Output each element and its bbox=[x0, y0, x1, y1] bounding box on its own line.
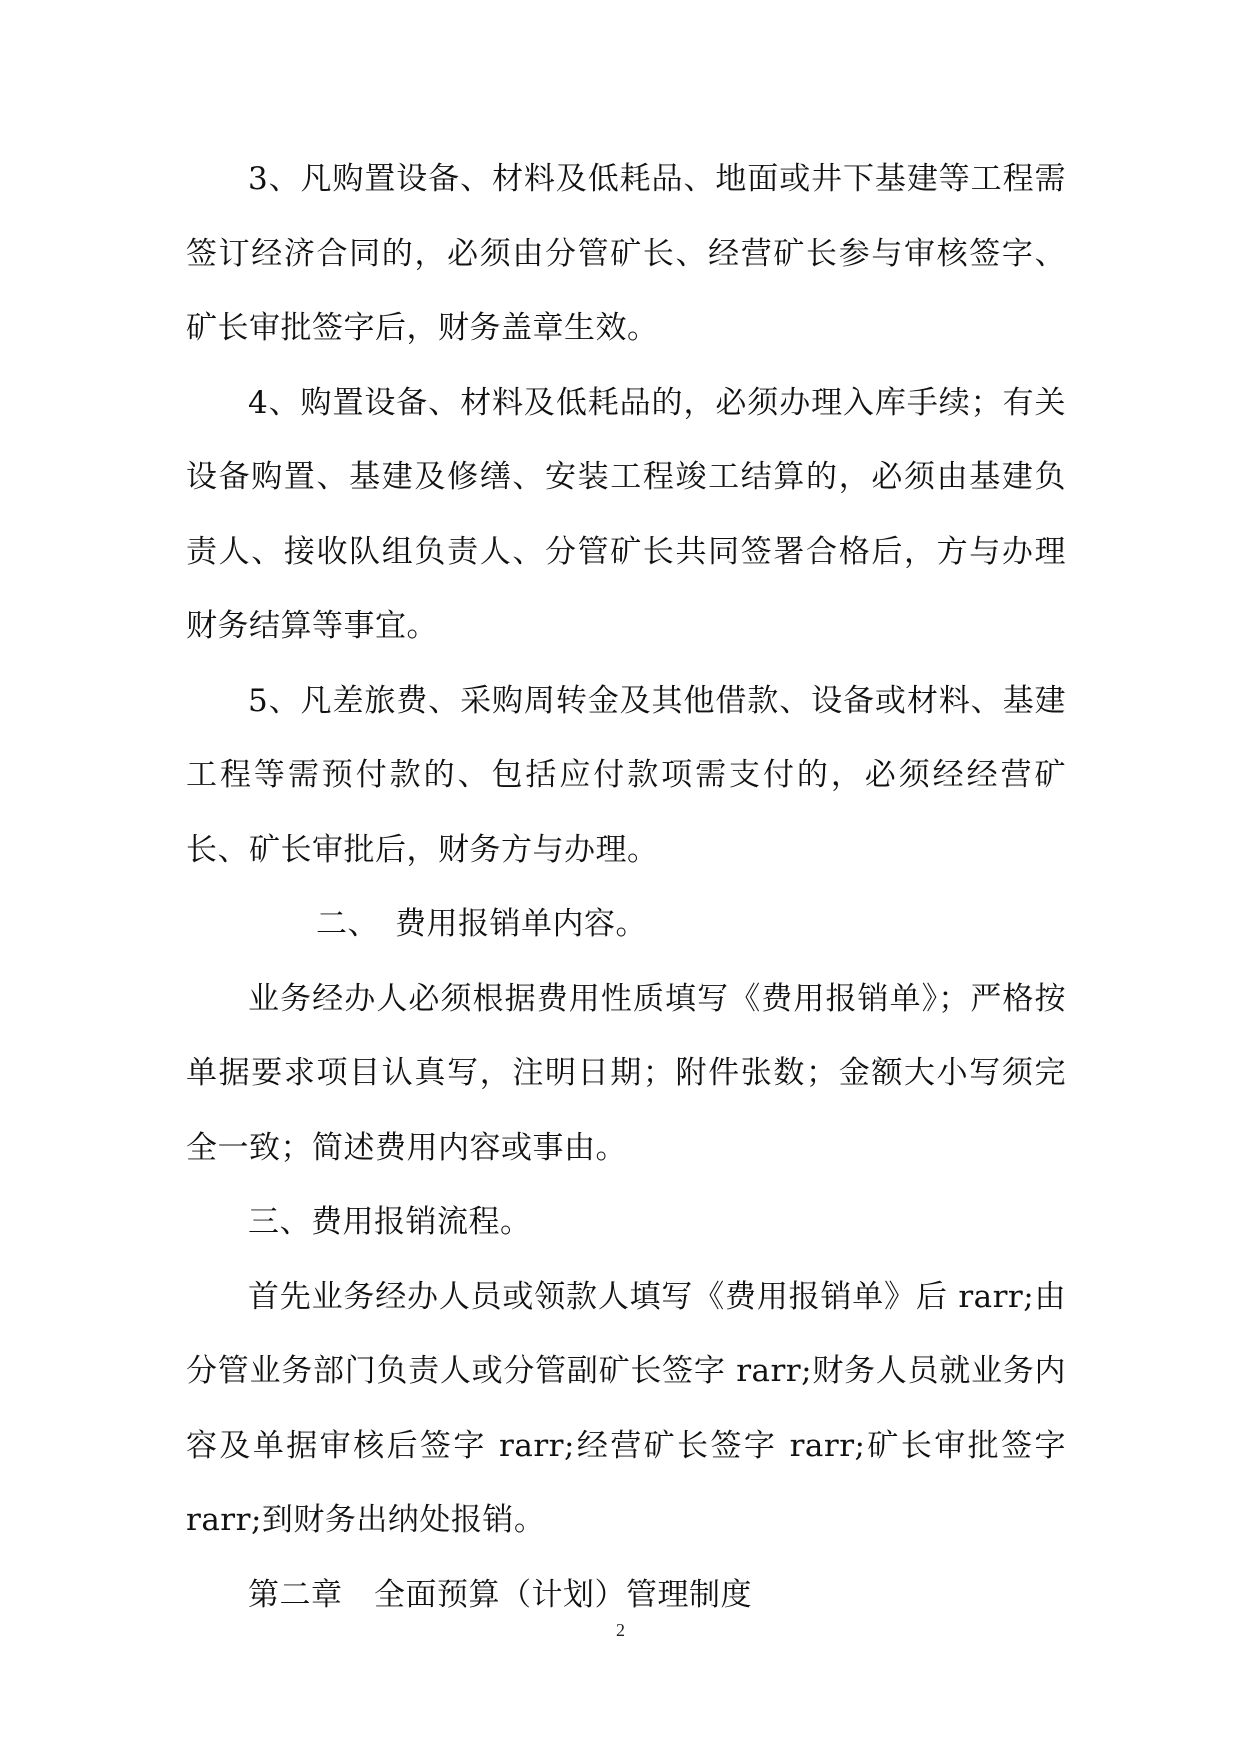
section-heading-2: 二、 费用报销单内容。 bbox=[316, 906, 647, 942]
chapter-heading-2: 第二章 全面预算（计划）管理制度 bbox=[248, 1576, 752, 1613]
page-number: 2 bbox=[616, 1620, 625, 1640]
paragraph-item-4: 4、购置设备、材料及低耗品的，必须办理入库手续；有关设备购置、基建及修缮、安装工程竣工结算的，必须由基建负责人、接收队组负责人、分管矿长共同签署合格后，方与办理财务结算等事宜。 bbox=[186, 384, 1066, 644]
paragraph-reimbursement-flow: 首先业务经办人员或领款人填写《费用报销单》后 rarr;由分管业务部门负责人或分管副矿长签字 rarr;财务人员就业务内容及单据审核后签字 rarr;经营矿长签字 rarr;矿长审批签字 rarr;到财务出纳处报销。 bbox=[186, 1278, 1066, 1538]
paragraph-item-5: 5、凡差旅费、采购周转金及其他借款、设备或材料、基建工程等需预付款的、包括应付款项需支付的，必须经经营矿长、矿长审批后，财务方与办理。 bbox=[186, 682, 1066, 868]
paragraph-reimbursement-form: 业务经办人必须根据费用性质填写《费用报销单》；严格按单据要求项目认真写，注明日期；附件张数；金额大小写须完全一致；简述费用内容或事由。 bbox=[186, 980, 1066, 1166]
paragraph-item-3: 3、凡购置设备、材料及低耗品、地面或井下基建等工程需签订经济合同的，必须由分管矿长、经营矿长参与审核签字、矿长审批签字后，财务盖章生效。 bbox=[186, 161, 1066, 346]
section-heading-3: 三、费用报销流程。 bbox=[248, 1204, 532, 1240]
document-body bbox=[186, 142, 1066, 1632]
